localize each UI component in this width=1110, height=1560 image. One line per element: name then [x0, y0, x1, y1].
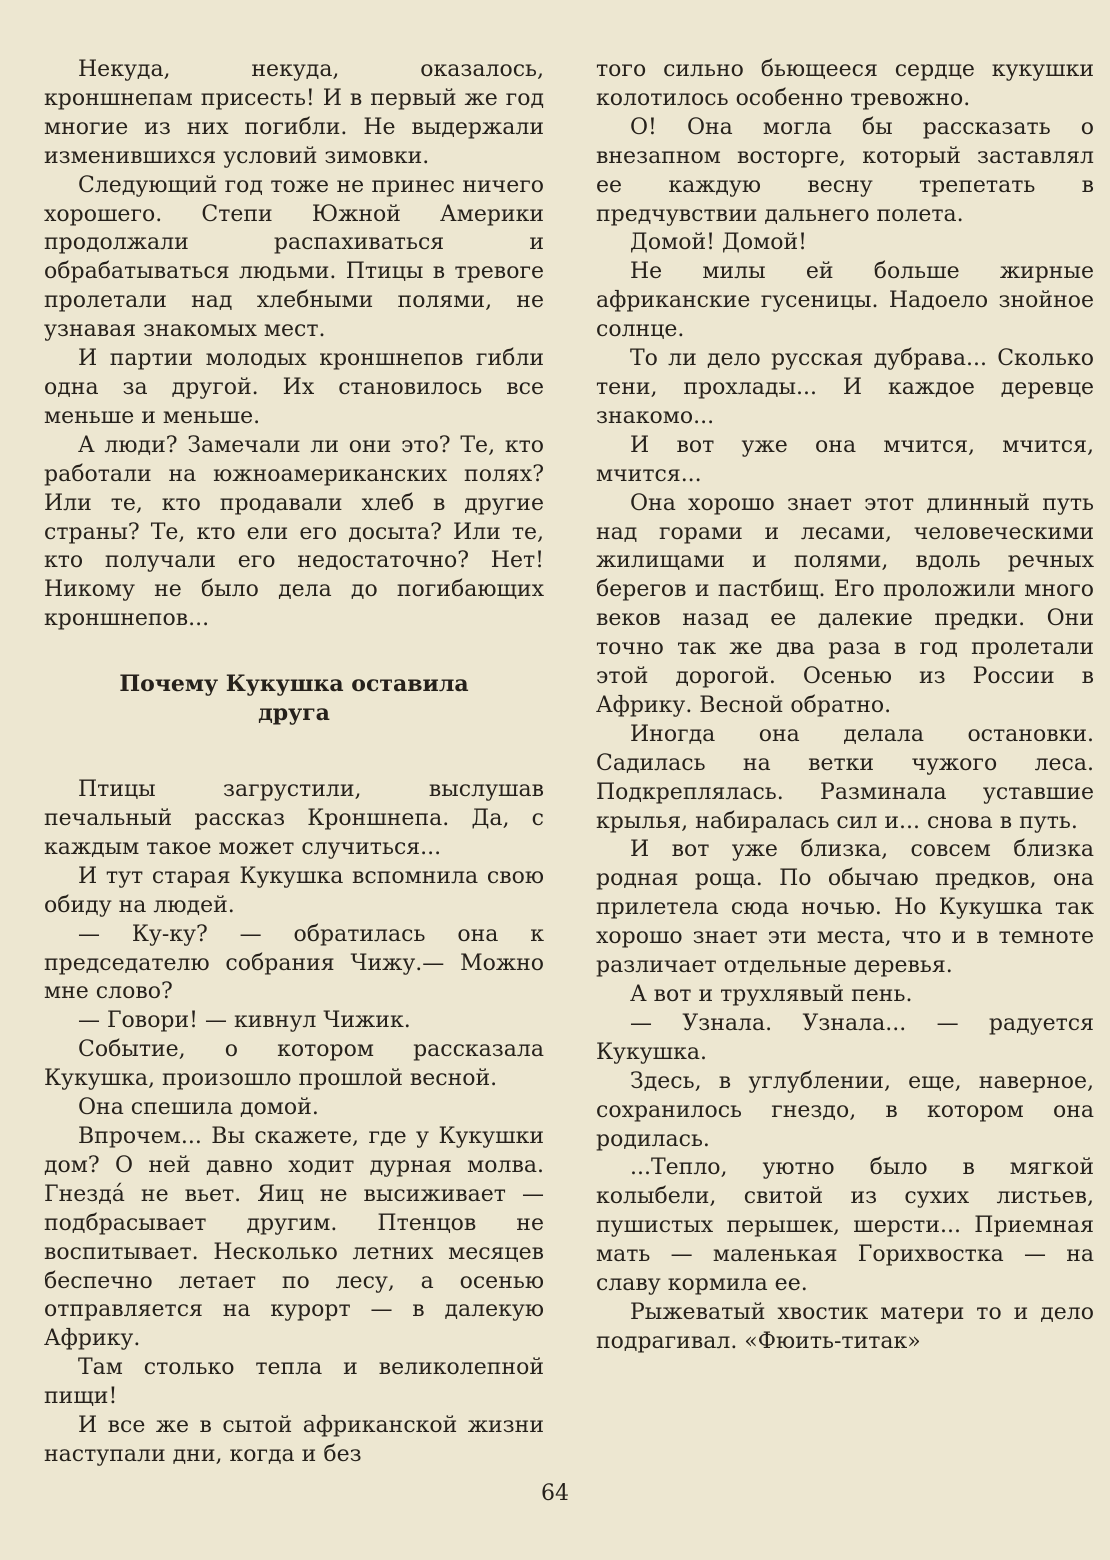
paragraph: Некуда, некуда, оказалось, кроншнепам присесть! И в первый же год многие из них погибли. Не выдержали изменившихся условий зимовки. — [44, 57, 544, 169]
paragraph: О! Она могла бы рассказать о внезапном восторге, который заставлял ее каждую весну трепетать в предчувствии дальнего полета. — [596, 114, 1094, 227]
paragraph: ...Тепло, уютно было в мягкой колыбели, свитой из сухих листьев, пушистых перышек, шерсти... Приемная мать — маленькая Горихвостка — на славу кормила ее. — [596, 1155, 1094, 1297]
paragraph: — Говори! — кивнул Чижик. — [78, 1008, 411, 1034]
chapter-heading-line: друга — [258, 700, 330, 727]
paragraph: Она хорошо знает этот длинный путь над горами и лесами, человеческими жилищами и полями, вдоль речных берегов и пастбищ. Его проложили много веков назад ее далекие предки. Они точно так же два раза в год пролетали этой дорогой. Осенью из России в Африку. Весной обратно. — [596, 490, 1094, 718]
paragraph: И тут старая Кукушка вспомнила свою обиду на людей. — [44, 863, 544, 918]
paragraph: То ли дело русская дубрава... Сколько тени, прохлады... И каждое деревце знакомо... — [596, 346, 1094, 429]
left-column — [44, 56, 544, 1470]
paragraph: И партии молодых кроншнепов гибли одна за другой. Их становилось все меньше и меньше. — [44, 346, 544, 429]
page-number: 64 — [541, 1481, 569, 1506]
paragraph: — Ку-ку? — обратилась она к председателю собрания Чижу.— Можно мне слово? — [44, 921, 544, 1005]
paragraph-continuation: того сильно бьющееся сердце кукушки колотилось особенно тревожно. — [596, 57, 1094, 111]
paragraph: Она спешила домой. — [78, 1095, 319, 1121]
paragraph: Впрочем... Вы скажете, где у Кукушки дом? О ней давно ходит дурная молва. Гнезда́ не вьет. Яиц не высиживает — подбрасывает другим. Птенцов не воспитывает. Несколько летних месяцев беспечно летает по лесу, а осенью отправляется на курорт — в далекую Африку. — [44, 1124, 544, 1352]
paragraph: Здесь, в углублении, еще, наверное, сохранилось гнездо, в котором она родилась. — [596, 1068, 1094, 1152]
right-column — [596, 56, 1094, 1357]
paragraph: Иногда она делала остановки. Садилась на ветки чужого леса. Подкреплялась. Разминала уставшие крылья, набиралась сил и... снова в путь. — [596, 721, 1094, 834]
paragraph: Не милы ей больше жирные африканские гусеницы. Надоело знойное солнце. — [596, 259, 1094, 343]
paragraph: Там столько тепла и великолепной пищи! — [44, 1355, 544, 1410]
paragraph: И вот уже она мчится, мчится, мчится... — [596, 432, 1094, 487]
paragraph: И все же в сытой африканской жизни наступали дни, когда и без — [44, 1413, 544, 1467]
paragraph: Птицы загрустили, выслушав печальный рассказ Кроншнепа. Да, с каждым такое может случиться... — [44, 777, 544, 860]
paragraph: Домой! Домой! — [630, 230, 807, 256]
paragraph: Событие, о котором рассказала Кукушка, произошло прошлой весной. — [44, 1037, 544, 1092]
chapter-heading-line: Почему Кукушка оставила — [119, 671, 469, 698]
paragraph: — Узнала. Узнала... — радуется Кукушка. — [596, 1010, 1094, 1065]
paragraph: А люди? Замечали ли они это? Те, кто работали на южноамериканских полях? Или те, кто продавали хлеб в другие страны? Те, кто ели его досыта? Или те, кто получали его недостаточно? Нет! Никому не было дела до погибающих кроншнепов... — [44, 432, 544, 632]
chapter-heading — [44, 670, 544, 728]
paragraph: И вот уже близка, совсем близка родная роща. По обычаю предков, она прилетела сюда ночью. Но Кукушка так хорошо знает эти места, что и в темноте различает отдельные деревья. — [596, 837, 1094, 979]
paragraph: А вот и трухлявый пень. — [630, 982, 913, 1007]
paragraph: Рыжеватый хвостик матери то и дело подрагивал. «Фюить-титак» — [596, 1299, 1094, 1354]
paragraph: Следующий год тоже не принес ничего хорошего. Степи Южной Америки продолжали распахиваться и обрабатываться людьми. Птицы в тревоге пролетали над хлебными полями, не узнавая знакомых мест. — [44, 172, 544, 343]
